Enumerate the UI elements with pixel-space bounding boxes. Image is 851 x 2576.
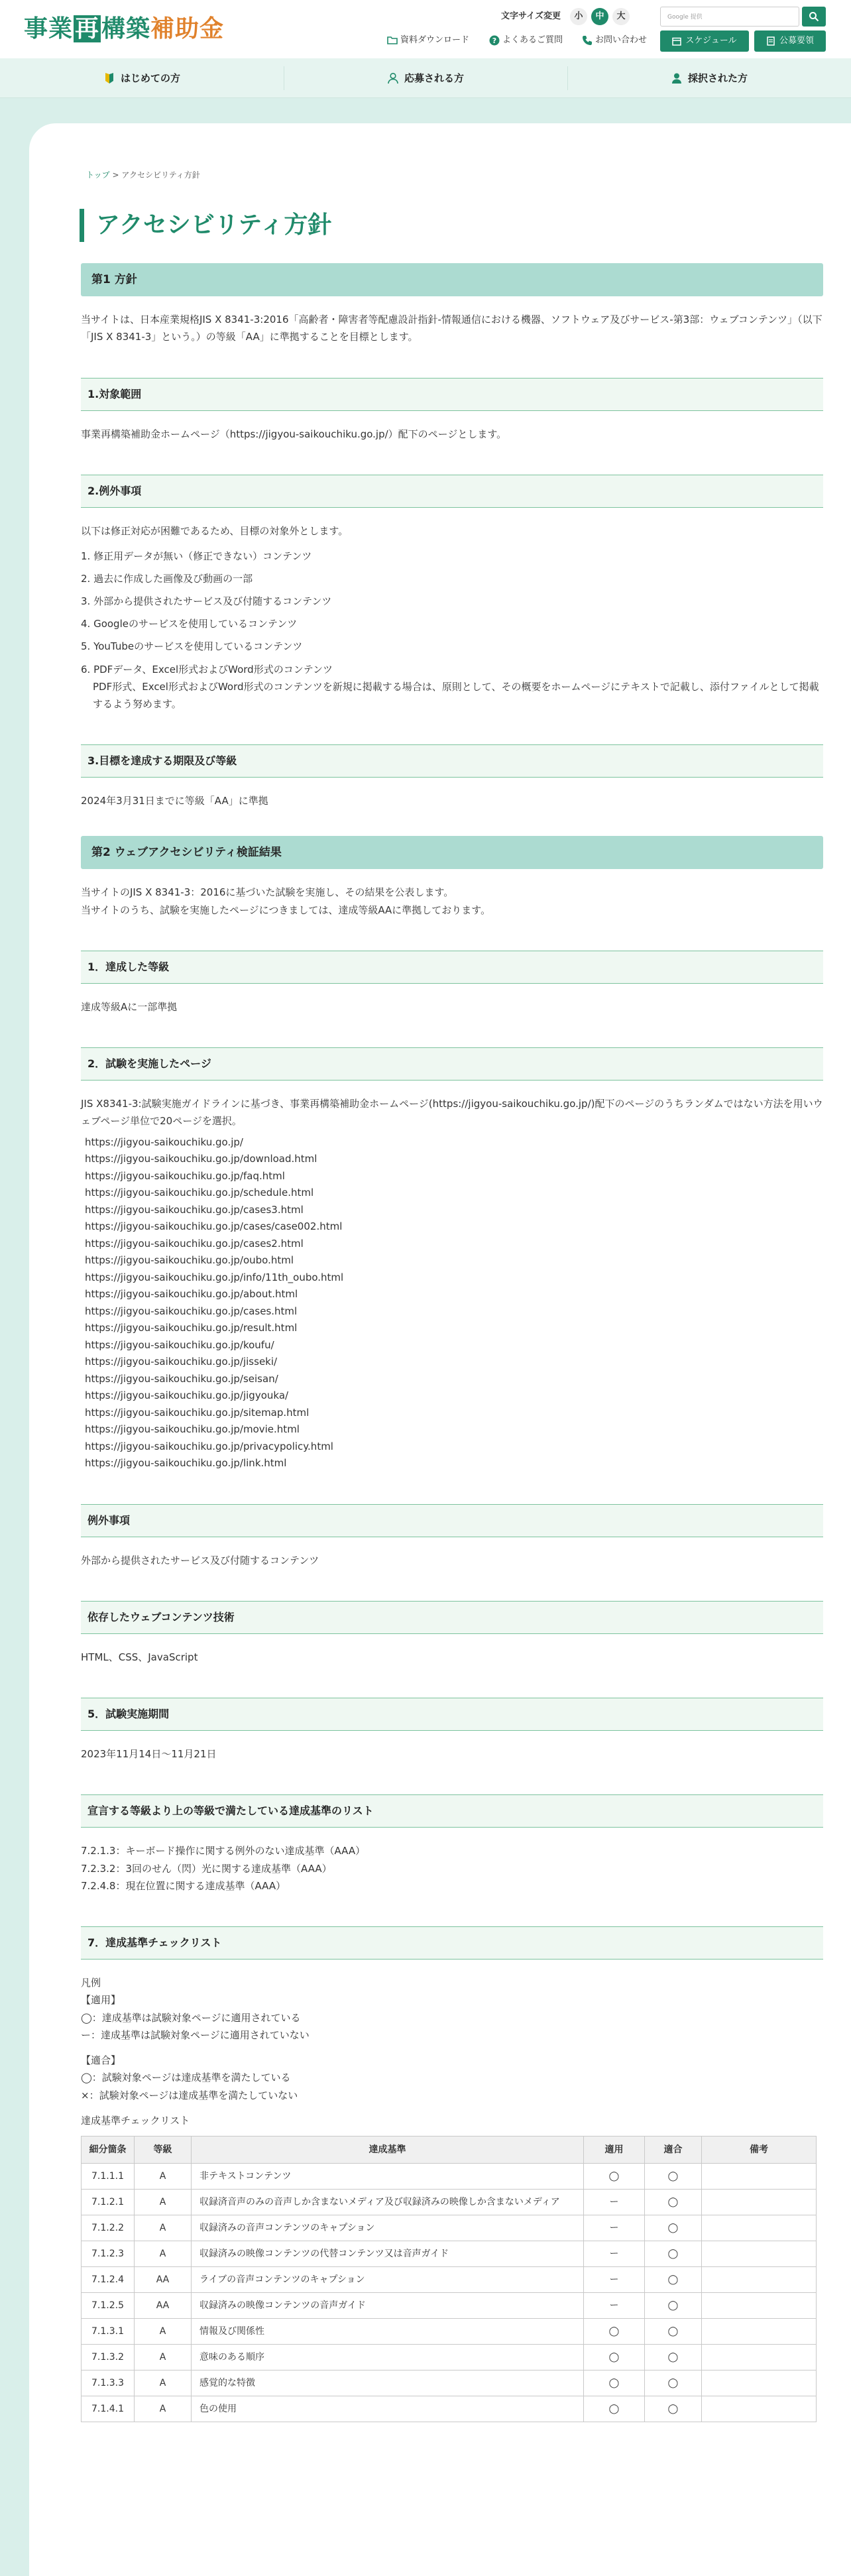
apply-cell: ー <box>584 2190 645 2215</box>
exceptions-text: 外部から提供されたサービス及び付随するコンテンツ <box>81 1554 319 1566</box>
subsection-heading: 2．試験を実施したページ <box>81 1047 823 1081</box>
font-size-large-button[interactable]: 大 <box>612 8 630 25</box>
apply-cell: ー <box>584 2241 645 2267</box>
contact-link[interactable] <box>582 33 647 48</box>
font-size-small-button[interactable]: 小 <box>570 8 587 25</box>
url-item: https://jigyou-saikouchiku.go.jp/info/11th_oubo.html <box>85 1271 344 1283</box>
section-heading: 第1 方針 <box>81 263 823 296</box>
contact-link-label: お問い合わせ <box>595 35 648 45</box>
column-header: 達成基準 <box>192 2137 584 2164</box>
calendar-icon <box>672 36 681 46</box>
faq-link[interactable] <box>489 33 563 48</box>
conform-cell: ◯ <box>645 2371 702 2396</box>
nav-item-beginners-label: はじめての方 <box>120 72 180 84</box>
note-cell <box>702 2215 817 2241</box>
note-cell <box>702 2345 817 2371</box>
search-button[interactable] <box>802 7 826 27</box>
scope-text: 事業再構築補助金ホームページ（https://jigyou-saikouchiku.go.jp/）配下のページとします。 <box>81 428 507 440</box>
note-cell <box>702 2371 817 2396</box>
level-cell: AA <box>135 2267 192 2293</box>
font-size-switcher <box>501 8 630 25</box>
table-row <box>82 2190 817 2215</box>
level-cell: AA <box>135 2293 192 2319</box>
list-item: 7.2.4.8：現在位置に関する達成基準（AAA） <box>81 1879 286 1892</box>
apply-cell: ー <box>584 2293 645 2319</box>
note-cell <box>702 2164 817 2190</box>
breadcrumb <box>86 168 200 182</box>
subsection-heading: 1．達成した等級 <box>81 951 823 984</box>
table-row <box>82 2371 817 2396</box>
legend-item: ◯：達成基準は試験対象ページに適用されている <box>81 2011 301 2024</box>
question-icon <box>489 35 500 46</box>
conform-cell: ◯ <box>645 2215 702 2241</box>
logo-text-3: 構築 <box>101 15 151 42</box>
page-title: アクセシビリティ方針 <box>80 209 331 242</box>
table-row <box>82 2241 817 2267</box>
level-cell: A <box>135 2396 192 2422</box>
note-cell <box>702 2396 817 2422</box>
column-header: 細分箇条 <box>82 2137 135 2164</box>
tested-pages-text: JIS X8341-3:試験実施ガイドラインに基づき、事業再構築補助金ホームページ(https://jigyou-saikouchiku.go.jp/)配下のページのうちランダムではない方法を用いウェブページ単位で20ページを選択。 <box>81 1098 823 1128</box>
legend-item: ー：達成基準は試験対象ページに適用されていない <box>81 2028 310 2041</box>
level-cell: A <box>135 2190 192 2215</box>
breadcrumb-current: アクセシビリティ方針 <box>121 170 200 180</box>
user-outline-icon <box>387 72 399 84</box>
conform-cell: ◯ <box>645 2319 702 2345</box>
table-row <box>82 2164 817 2190</box>
list-item: 1. 修正用データが無い（修正できない）コンテンツ <box>81 550 312 562</box>
url-item: https://jigyou-saikouchiku.go.jp/koufu/ <box>85 1338 274 1351</box>
logo-text-2: 再 <box>75 15 100 42</box>
clause-cell: 7.1.2.1 <box>82 2190 135 2215</box>
conform-cell: ◯ <box>645 2241 702 2267</box>
nav-item-beginners[interactable] <box>0 58 284 98</box>
site-header <box>0 0 851 58</box>
koubo-button[interactable] <box>754 30 826 52</box>
level-cell: A <box>135 2241 192 2267</box>
achieved-level-text: 達成等級Aに一部準拠 <box>81 1000 178 1013</box>
folder-icon <box>387 35 398 46</box>
legend-item: ◯：試験対象ページは達成基準を満たしている <box>81 2072 291 2084</box>
url-item: https://jigyou-saikouchiku.go.jp/result.html <box>85 1322 298 1334</box>
clause-cell: 7.1.2.5 <box>82 2293 135 2319</box>
conform-cell: ◯ <box>645 2345 702 2371</box>
criteria-table-body <box>82 2164 817 2422</box>
nav-item-applicants-label: 応募される方 <box>404 72 464 84</box>
conform-cell: ◯ <box>645 2164 702 2190</box>
apply-cell: ◯ <box>584 2396 645 2422</box>
subsection-heading: 宣言する等級より上の等級で満たしている達成基準のリスト <box>81 1794 823 1828</box>
url-item: https://jigyou-saikouchiku.go.jp/oubo.html <box>85 1254 294 1266</box>
apply-cell: ◯ <box>584 2371 645 2396</box>
subsection-heading: 2.例外事項 <box>81 475 823 508</box>
criterion-cell: 意味のある順序 <box>192 2345 584 2371</box>
search-input[interactable] <box>660 7 799 27</box>
url-item: https://jigyou-saikouchiku.go.jp/link.html <box>85 1457 287 1469</box>
svg-text:?: ? <box>492 36 497 46</box>
column-header: 等級 <box>135 2137 192 2164</box>
target-deadline-text: 2024年3月31日までに等級「AA」に準拠 <box>81 795 268 807</box>
criterion-cell: 非テキストコンテンツ <box>192 2164 584 2190</box>
search-icon <box>809 11 819 22</box>
legend <box>81 1974 823 2129</box>
logo-text-4: 補助金 <box>150 15 225 42</box>
clause-cell: 7.1.1.1 <box>82 2164 135 2190</box>
font-size-medium-button[interactable]: 中 <box>591 8 608 25</box>
download-link-label: 資料ダウンロード <box>400 35 470 45</box>
clause-cell: 7.1.2.4 <box>82 2267 135 2293</box>
document-icon <box>766 36 775 46</box>
logo-text-1: 事業 <box>24 15 74 42</box>
test-period-text: 2023年11月14日〜11月21日 <box>81 1748 217 1760</box>
clause-cell: 7.1.3.2 <box>82 2345 135 2371</box>
criterion-cell: 収録済みの音声コンテンツのキャプション <box>192 2215 584 2241</box>
result-lead-1: 当サイトのJIS X 8341-3：2016に基づいた試験を実施し、その結果を公表します。 <box>81 886 454 899</box>
global-nav <box>0 58 851 98</box>
conform-cell: ◯ <box>645 2190 702 2215</box>
site-logo[interactable] <box>24 9 224 49</box>
criteria-table <box>81 2136 817 2422</box>
column-header: 備考 <box>702 2137 817 2164</box>
list-item: 7.2.1.3：キーボード操作に関する例外のない達成基準（AAA） <box>81 1845 366 1857</box>
list-item: 7.2.3.2：3回のせん（閃）光に関する達成基準（AAA） <box>81 1862 332 1875</box>
url-item: https://jigyou-saikouchiku.go.jp/schedule.html <box>85 1187 314 1199</box>
apply-cell: ◯ <box>584 2319 645 2345</box>
url-item: https://jigyou-saikouchiku.go.jp/cases3.html <box>85 1203 304 1216</box>
search-placeholder: Google 提供 <box>667 14 703 21</box>
schedule-button[interactable] <box>660 30 749 52</box>
url-item: https://jigyou-saikouchiku.go.jp/jigyouka/ <box>85 1389 289 1401</box>
conform-cell: ◯ <box>645 2267 702 2293</box>
criterion-cell: 感覚的な特徴 <box>192 2371 584 2396</box>
clause-cell: 7.1.3.1 <box>82 2319 135 2345</box>
download-link[interactable] <box>387 33 469 48</box>
criterion-cell: ライブの音声コンテンツのキャプション <box>192 2267 584 2293</box>
nav-item-adopted-label: 採択された方 <box>687 72 748 84</box>
note-cell <box>702 2319 817 2345</box>
note-cell <box>702 2241 817 2267</box>
criterion-cell: 情報及び関係性 <box>192 2319 584 2345</box>
user-icon <box>671 72 683 84</box>
url-item: https://jigyou-saikouchiku.go.jp/cases2.html <box>85 1237 304 1250</box>
url-item: https://jigyou-saikouchiku.go.jp/privacypolicy.html <box>85 1440 333 1452</box>
clause-cell: 7.1.4.1 <box>82 2396 135 2422</box>
column-header: 適用 <box>584 2137 645 2164</box>
list-item-title: 6. PDFデータ、Excel形式およびWord形式のコンテンツ <box>81 664 333 675</box>
result-lead-2: 当サイトのうち、試験を実施したページにつきましては、達成等級AAに準拠しております。 <box>81 904 491 916</box>
beginner-mark-icon <box>103 72 115 84</box>
url-item: https://jigyou-saikouchiku.go.jp/cases.html <box>85 1305 298 1317</box>
list-item <box>81 661 823 713</box>
main-content <box>81 263 823 2422</box>
criterion-cell: 収録済音声のみの音声しか含まないメディア及び収録済みの映像しか含まないメディア <box>192 2190 584 2215</box>
list-item: 4. Googleのサービスを使用しているコンテンツ <box>81 618 298 630</box>
url-item: https://jigyou-saikouchiku.go.jp/jisseki/ <box>85 1356 278 1368</box>
section-heading: 第2 ウェブアクセシビリティ検証結果 <box>81 836 823 869</box>
subsection-heading: 例外事項 <box>81 1504 823 1537</box>
higher-criteria-list <box>81 1842 823 1895</box>
criterion-cell: 収録済みの映像コンテンツの音声ガイド <box>192 2293 584 2319</box>
level-cell: A <box>135 2371 192 2396</box>
faq-link-label: よくあるご質問 <box>502 35 563 45</box>
url-item: https://jigyou-saikouchiku.go.jp/faq.html <box>85 1169 285 1182</box>
criterion-cell: 収録済みの映像コンテンツの代替コンテンツ又は音声ガイド <box>192 2241 584 2267</box>
legend-conform-heading: 【適合】 <box>81 2054 121 2066</box>
url-item: https://jigyou-saikouchiku.go.jp/cases/case002.html <box>85 1220 343 1232</box>
list-item: 5. YouTubeのサービスを使用しているコンテンツ <box>81 640 303 652</box>
table-row <box>82 2345 817 2371</box>
koubo-button-label: 公募要領 <box>779 35 814 46</box>
note-cell <box>702 2190 817 2215</box>
nav-item-adopted[interactable] <box>567 58 851 98</box>
criterion-cell: 色の使用 <box>192 2396 584 2422</box>
clause-cell: 7.1.2.2 <box>82 2215 135 2241</box>
table-row <box>82 2215 817 2241</box>
note-cell <box>702 2293 817 2319</box>
subsection-heading: 7．達成基準チェックリスト <box>81 1926 823 1960</box>
level-cell: A <box>135 2345 192 2371</box>
legend-apply-heading: 【適用】 <box>81 1994 121 2007</box>
phone-icon <box>582 35 593 46</box>
level-cell: A <box>135 2319 192 2345</box>
clause-cell: 7.1.3.3 <box>82 2371 135 2396</box>
subsection-heading: 5．試験実施期間 <box>81 1698 823 1731</box>
url-item: https://jigyou-saikouchiku.go.jp/ <box>85 1136 243 1148</box>
subsection-heading: 3.目標を達成する期限及び等級 <box>81 744 823 778</box>
legend-title: 凡例 <box>81 1977 101 1989</box>
list-item-body: PDF形式、Excel形式およびWord形式のコンテンツを新規に掲載する場合は、原則として、その概要をホームページにテキストで記載し、添付ファイルとして掲載するよう努めます。 <box>93 681 819 710</box>
table-header-row <box>82 2137 817 2164</box>
url-item: https://jigyou-saikouchiku.go.jp/sitemap.html <box>85 1406 310 1419</box>
breadcrumb-home-link[interactable]: トップ <box>86 170 110 180</box>
url-item: https://jigyou-saikouchiku.go.jp/movie.html <box>85 1423 300 1435</box>
exceptions-lead: 以下は修正対応が困難であるため、目標の対象外とします。 <box>81 524 349 537</box>
tested-pages-list <box>81 1134 823 1472</box>
note-cell <box>702 2267 817 2293</box>
list-item: 3. 外部から提供されたサービス及び付随するコンテンツ <box>81 595 332 607</box>
url-item: https://jigyou-saikouchiku.go.jp/seisan/ <box>85 1372 278 1385</box>
nav-item-applicants[interactable] <box>284 58 567 98</box>
apply-cell: ー <box>584 2267 645 2293</box>
table-row <box>82 2319 817 2345</box>
schedule-button-label: スケジュール <box>685 35 737 46</box>
clause-cell: 7.1.2.3 <box>82 2241 135 2267</box>
level-cell: A <box>135 2215 192 2241</box>
table-caption: 達成基準チェックリスト <box>81 2114 190 2127</box>
exceptions-list <box>81 545 823 713</box>
url-item: https://jigyou-saikouchiku.go.jp/about.html <box>85 1288 298 1300</box>
technologies-text: HTML、CSS、JavaScript <box>81 1651 198 1663</box>
table-row <box>82 2396 817 2422</box>
policy-lead: 当サイトは、日本産業規格JIS X 8341-3:2016「高齢者・障害者等配慮設計指針-情報通信における機器、ソフトウェア及びサービス-第3部：ウェブコンテンツ」（以下「JIS X 8341-3」という。）の等級「AA」に準拠することを目標とします。 <box>81 314 823 343</box>
url-item: https://jigyou-saikouchiku.go.jp/download.html <box>85 1153 317 1165</box>
subsection-heading: 依存したウェブコンテンツ技術 <box>81 1601 823 1634</box>
apply-cell: ◯ <box>584 2345 645 2371</box>
apply-cell: ◯ <box>584 2164 645 2190</box>
conform-cell: ◯ <box>645 2396 702 2422</box>
conform-cell: ◯ <box>645 2293 702 2319</box>
breadcrumb-separator: > <box>112 170 119 180</box>
font-size-label: 文字サイズ変更 <box>501 11 561 21</box>
level-cell: A <box>135 2164 192 2190</box>
list-item: 2. 過去に作成した画像及び動画の一部 <box>81 573 253 585</box>
column-header: 適合 <box>645 2137 702 2164</box>
apply-cell: ー <box>584 2215 645 2241</box>
table-row <box>82 2267 817 2293</box>
legend-item: ×：試験対象ページは達成基準を満たしていない <box>81 2089 298 2101</box>
table-row <box>82 2293 817 2319</box>
subsection-heading: 1.対象範囲 <box>81 378 823 411</box>
